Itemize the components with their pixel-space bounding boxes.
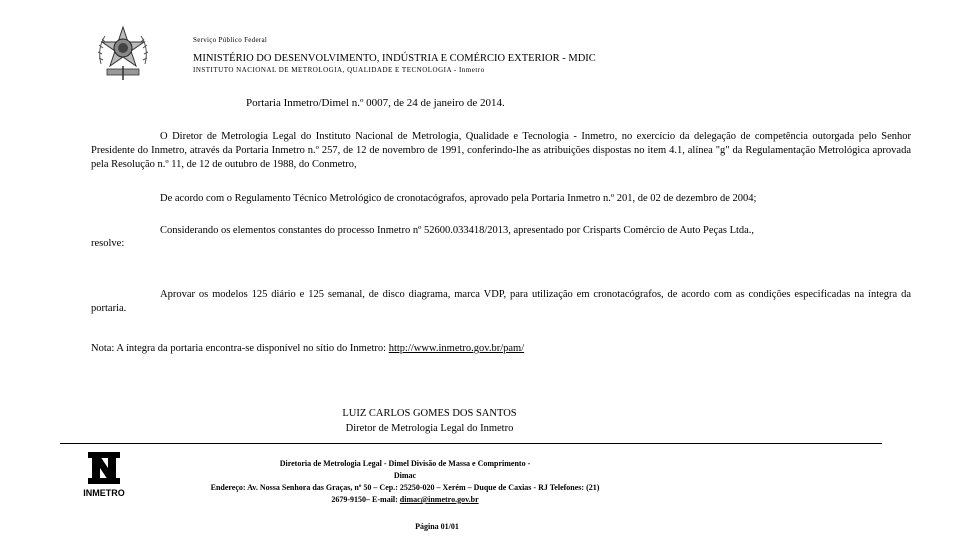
inmetro-logo-text: INMETRO (83, 488, 125, 498)
footer-address (150, 458, 660, 506)
institute-name: INSTITUTO NACIONAL DE METROLOGIA, QUALIDADE E TECNOLOGIA - Inmetro (193, 66, 485, 74)
paragraph-regulation: De acordo com o Regulamento Técnico Metrológico de cronotacógrafos, aprovado pela Portaria Inmetro n.º 201, de 02 de dezembro de 2004; (160, 193, 757, 204)
footer-email-link[interactable]: dimac@inmetro.gov.br (399, 495, 479, 504)
paragraph-process: Considerando os elementos constantes do processo Inmetro nº 52600.033418/2013, apresentado por Crisparts Comércio de Auto Peças Ltda., (160, 225, 755, 236)
service-label: Serviço Público Federal (193, 36, 268, 44)
note (91, 343, 524, 354)
footer-line-2: Dimac (393, 471, 417, 480)
ministry-name: MINISTÉRIO DO DESENVOLVIMENTO, INDÚSTRIA E COMÉRCIO EXTERIOR - MDIC (193, 53, 596, 64)
signatory-title: Diretor de Metrologia Legal do Inmetro (345, 423, 514, 434)
footer-phone: 2679-9150– E-mail: (331, 495, 400, 504)
brazil-coat-of-arms-icon (93, 24, 153, 82)
footer-divider (60, 443, 882, 444)
footer-line-4 (150, 494, 660, 506)
note-text: Nota: A íntegra da portaria encontra-se disponível no sítio do Inmetro: (91, 343, 389, 354)
footer-line-3: Endereço: Av. Nossa Senhora das Graças, nº 50 – Cep.: 25250-020 – Xerém – Duque de Caxias - RJ Telefones: (21) (210, 483, 600, 492)
inmetro-logo (78, 452, 130, 498)
resolve-label: resolve: (91, 238, 125, 249)
paragraph-preamble: O Diretor de Metrologia Legal do Instituto Nacional de Metrologia, Qualidade e Tecnologia - Inmetro, no exercício da delegação de competência outorgada pelo Senhor Presidente do Inmetro, através da Portaria Inmetro n.º 257, de 12 de novembro de 1991, conferindo-lhe as atribuições dispostas no item 4.1, alínea "g" da Regulamentação Metrológica aprovada pela Resolução n.º 11, de 12 de outubro de 1988, do Conmetro, (91, 131, 911, 170)
paragraph-approval: Aprovar os modelos 125 diário e 125 semanal, de disco diagrama, marca VDP, para utilização em cronotacógrafos, de acordo com as condições especificadas na íntegra da portaria. (91, 289, 911, 314)
portaria-title: Portaria Inmetro/Dimel n.º 0007, de 24 de janeiro de 2014. (246, 97, 505, 109)
note-link[interactable]: http://www.inmetro.gov.br/pam/ (388, 343, 525, 354)
page-number: Página 01/01 (415, 522, 459, 531)
footer-line-1: Diretoria de Metrologia Legal - Dimel Divisão de Massa e Comprimento - (279, 459, 531, 468)
signatory-name: LUIZ CARLOS GOMES DOS SANTOS (342, 408, 517, 419)
